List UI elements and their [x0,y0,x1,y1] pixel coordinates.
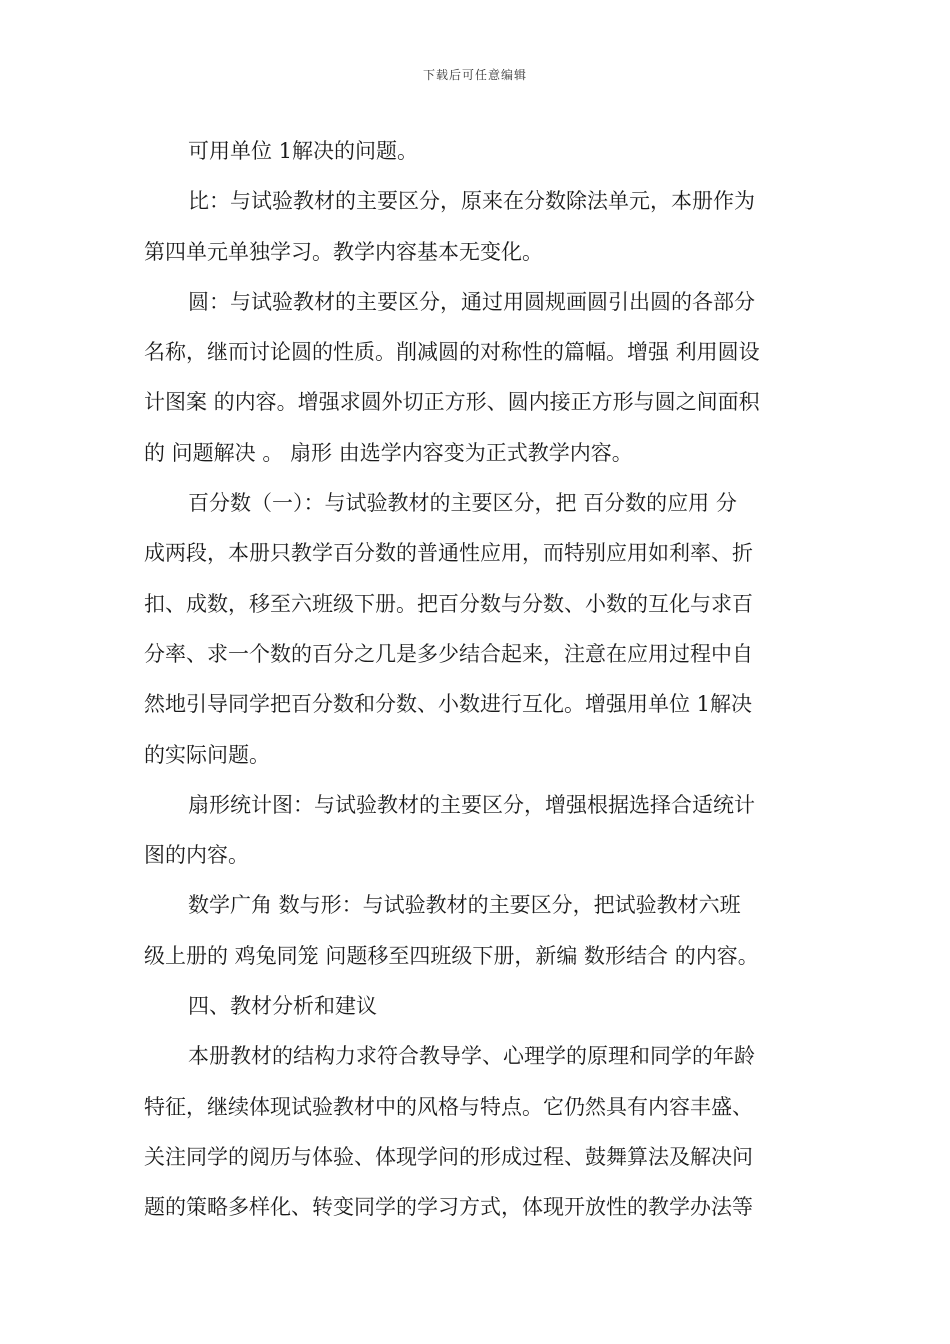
text-line: 级上册的 鸡兔同笼 问题移至四班级下册，新编 数形结合 的内容。 [144,943,759,968]
text-line: 比：与试验教材的主要区分，原来在分数除法单元，本册作为 [188,189,755,214]
text-line: 可用单位 1解决的问题。 [188,139,419,163]
text-line: 然地引导同学把百分数和分数、小数进行互化。增强用单位 1解决 [144,692,753,717]
download-note: 下载后可任意编辑 [422,68,527,82]
paragraph-textbook-analysis [144,1031,809,1232]
text-line: 分率、求一个数的百分之几是多少结合起来，注意在应用过程中自 [144,641,753,666]
text-line: 数学广角 数与形：与试验教材的主要区分，把试验教材六班 [188,893,741,918]
text-line: 本册教材的结构力求符合教导学、心理学的原理和同学的年龄 [188,1044,755,1069]
text-line: 第四单元单独学习。教学内容基本无变化。 [144,239,543,264]
text-line: 关注同学的阅历与体验、体现学问的形成过程、鼓舞算法及解决问 [144,1144,753,1169]
text-line: 题的策略多样化、转变同学的学习方式，体现开放性的教学办法等 [144,1195,753,1220]
paragraph-pie-chart [144,780,809,881]
document-body [144,126,809,1233]
text-line: 圆：与试验教材的主要区分，通过用圆规画圆引出圆的各部分 [188,289,755,314]
text-line: 百分数（一）：与试验教材的主要区分，把 百分数的应用 分 [188,491,737,516]
text-line: 四、教材分析和建议 [188,994,377,1019]
text-line: 成两段，本册只教学百分数的普通性应用，而特别应用如利率、折 [144,541,753,566]
text-line: 扣、成数，移至六班级下册。把百分数与分数、小数的互化与求百 [144,591,753,616]
text-line: 扇形统计图：与试验教材的主要区分，增强根据选择合适统计 [188,792,755,817]
paragraph-unit-one [144,126,809,176]
text-line: 特征，继续体现试验教材中的风格与特点。它仍然具有内容丰盛、 [144,1094,753,1119]
paragraph-percent [144,478,809,780]
text-line: 图的内容。 [144,843,249,868]
paragraph-circle [144,277,809,478]
section-heading [144,981,809,1031]
text-line: 计图案 的内容。增强求圆外切正方形、圆内接正方形与圆之间面积 [144,390,760,415]
paragraph-ratio [144,176,809,277]
text-line: 的实际问题。 [144,742,270,767]
text-line: 的 问题解决 。 扇形 由选学内容变为正式教学内容。 [144,440,633,465]
text-line: 名称，继而讨论圆的性质。削减圆的对称性的篇幅。增强 利用圆设 [144,340,760,365]
paragraph-math-wide-angle [144,880,809,981]
